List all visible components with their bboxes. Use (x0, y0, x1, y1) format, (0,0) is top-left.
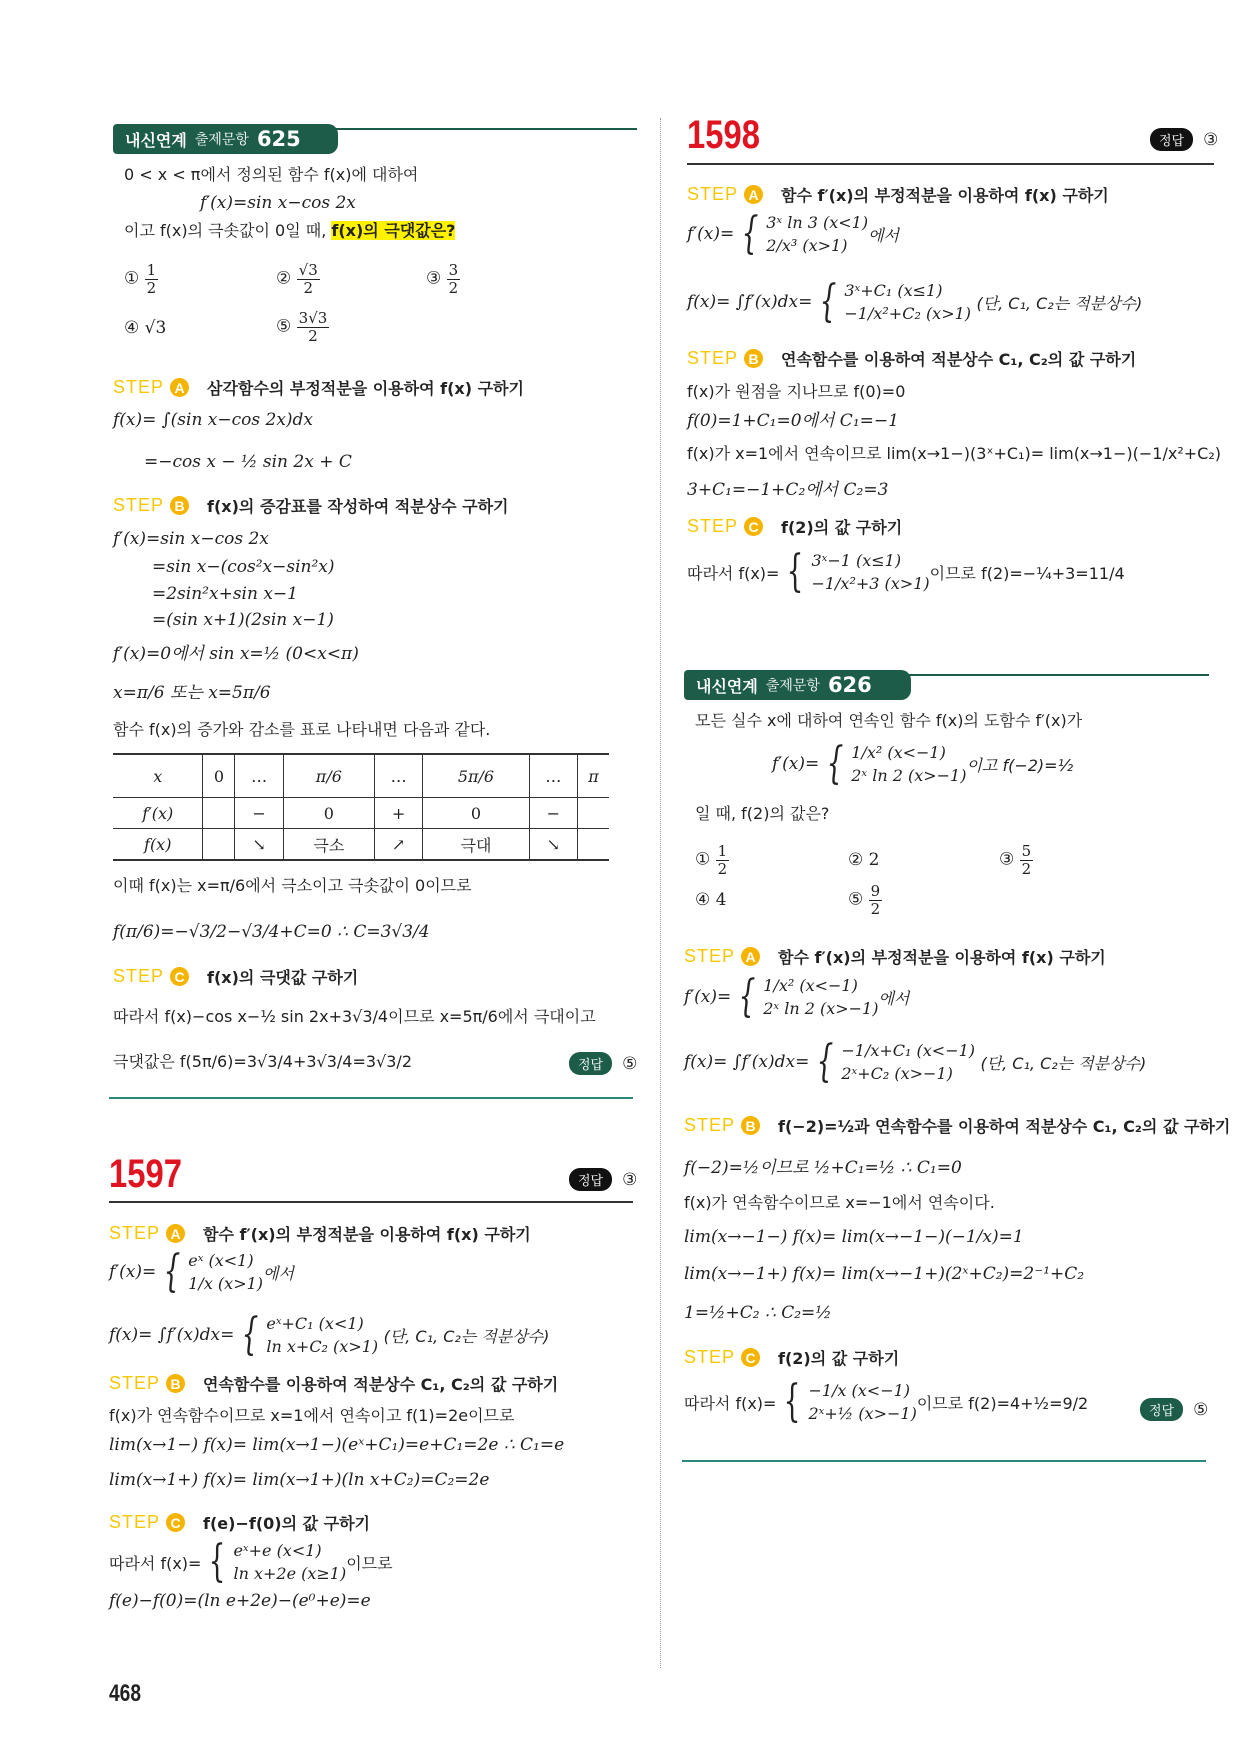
text-fragment: 2 (870, 899, 881, 918)
piecewise-final (109, 1536, 393, 1587)
table-cell: ↘ (529, 829, 577, 861)
piecewise-f (687, 276, 1143, 327)
step-letter-icon: B (170, 496, 189, 515)
math-line: =(sin x+1)(2sin x−1) (152, 610, 334, 630)
text-line: 이때 f(x)는 x=π/6에서 극소이고 극솟값이 0이므로 (113, 876, 472, 895)
step-a-heading (113, 376, 524, 399)
text-fragment: 이고 f(−2)=½ (966, 755, 1074, 775)
text-fragment: f′(x)= (109, 1262, 157, 1282)
text-fragment: f′(x)= (687, 224, 735, 244)
step-b-heading (687, 347, 1136, 370)
fraction (716, 843, 730, 877)
table-row (113, 798, 609, 829)
answer-value: ⑤ (622, 1053, 638, 1074)
math-line: =2sin²x+sin x−1 (152, 584, 298, 604)
text-fragment: f′(x)= (772, 754, 820, 774)
choice-2[interactable] (276, 262, 320, 296)
step-a-heading (687, 183, 1109, 206)
math-line: f(−2)=½이므로 ½+C₁=½ ∴ C₁=0 (684, 1158, 962, 1178)
answer-badge: 정답 (1150, 128, 1193, 151)
text-fragment: 에서 (878, 988, 910, 1008)
text-fragment: STEP (684, 946, 736, 966)
badge-number: 626 (827, 673, 872, 697)
text-fragment: 5 (1021, 842, 1032, 860)
problem-badge-625 (113, 124, 338, 154)
table-cell: + (374, 798, 422, 829)
brace-icon: { (826, 738, 844, 789)
text-fragment: 3ˣ+C₁ (x≤1) (844, 281, 943, 300)
text-fragment: STEP (687, 184, 739, 204)
answer-626 (1140, 1398, 1208, 1421)
text-fragment: f(x)의 극댓값 구하기 (207, 968, 359, 987)
text-fragment: 함수 f′(x)의 부정적분을 이용하여 f(x) 구하기 (781, 186, 1109, 205)
table-cell (578, 798, 609, 829)
math-line: 3+C₁=−1+C₂에서 C₂=3 (687, 480, 889, 500)
text-fragment (763, 976, 878, 1018)
text-fragment (841, 1041, 975, 1083)
piecewise-fprime (684, 971, 910, 1022)
step-letter-icon: A (166, 1224, 185, 1243)
text-fragment: eˣ (x<1) (188, 1251, 254, 1270)
table-cell: 0 (423, 798, 529, 829)
text-fragment (766, 213, 868, 255)
math-line: x=π/6 또는 x=5π/6 (113, 683, 271, 703)
text-fragment: 1 (146, 261, 157, 279)
answer-badge: 정답 (569, 1168, 612, 1191)
text-fragment: 따라서 f(x)= (687, 563, 780, 583)
text-fragment: f(e)−f(0)의 값 구하기 (203, 1514, 370, 1533)
text-fragment: STEP (684, 1115, 736, 1135)
badge-label: 내신연계 (125, 130, 187, 150)
choice-mark: ② (848, 850, 864, 870)
math-line: f(π/6)=−√3/2−√3/4+C=0 ∴ C=3√3/4 (113, 922, 430, 942)
table-cell: 극소 (283, 829, 374, 861)
choice-3[interactable] (999, 843, 1033, 877)
table-cell: 0 (203, 754, 235, 798)
choice-4[interactable] (695, 890, 726, 910)
text-fragment: 3 (448, 261, 459, 279)
text-fragment: 이므로 (346, 1553, 393, 1573)
math-line: 1=½+C₂ ∴ C₂=½ (684, 1303, 832, 1323)
fraction (447, 262, 461, 296)
text-line: f(x)가 연속함수이므로 x=−1에서 연속이다. (684, 1193, 995, 1212)
text-fragment: f(2)의 값 구하기 (781, 518, 903, 537)
header-rule (109, 1201, 633, 1203)
fraction (1020, 843, 1034, 877)
header-rule (687, 163, 1214, 165)
text-fragment: 1 (717, 842, 728, 860)
table-cell: π (578, 754, 609, 798)
choice-value: 4 (715, 890, 727, 910)
text-fragment: 2ˣ ln 2 (x>−1) (763, 999, 879, 1018)
text-fragment: 2 (448, 278, 459, 297)
piecewise-f (109, 1309, 550, 1360)
text-fragment: STEP (113, 495, 165, 515)
increase-decrease-table (113, 753, 609, 861)
badge-sub: 출제문항 (765, 678, 820, 694)
text-fragment: 이므로 f(2)=4+½=9/2 (916, 1393, 1089, 1413)
badge-label: 내신연계 (696, 676, 758, 696)
brace-icon: { (241, 1309, 259, 1360)
piecewise-problem (772, 738, 1074, 789)
step-a-heading (109, 1222, 531, 1245)
fraction (145, 262, 159, 296)
step-letter-icon: A (170, 378, 189, 397)
choice-value: √3 (144, 318, 167, 338)
section-separator (682, 1460, 1206, 1462)
choice-1[interactable] (124, 262, 158, 296)
step-letter-icon: B (166, 1374, 185, 1393)
problem-formula: f′(x)=sin x−cos 2x (200, 193, 356, 213)
text-fragment: 1/x (x>1) (188, 1274, 264, 1293)
text-fragment: f′(x)= (684, 987, 732, 1007)
choice-1[interactable] (695, 843, 729, 877)
brace-icon: { (819, 276, 837, 327)
choice-4[interactable] (124, 318, 166, 338)
table-cell: π/6 (283, 754, 374, 798)
choice-5[interactable] (276, 310, 329, 344)
problem-text: 0 < x < π에서 정의된 함수 f(x)에 대하여 (124, 165, 419, 184)
answer-625 (569, 1052, 637, 1075)
text-fragment: 2ˣ+½ (x>−1) (808, 1404, 917, 1423)
text-fragment: f(x)= ∫f′(x)dx= (687, 292, 813, 312)
text-fragment: ln x+2e (x≥1) (233, 1564, 347, 1583)
text-fragment: −1/x²+3 (x>1) (811, 574, 930, 593)
text-fragment: 2/x³ (x>1) (766, 236, 848, 255)
text-fragment: 1/x² (x<−1) (851, 743, 946, 762)
text-fragment: 1/x² (x<−1) (763, 976, 858, 995)
math-line: lim(x→−1+) f(x)= lim(x→−1+)(2ˣ+C₂)=2⁻¹+C₂ (684, 1264, 1085, 1284)
column-divider (660, 118, 661, 1668)
text-line: 극댓값은 f(5π/6)=3√3/4+3√3/4=3√3/2 (113, 1052, 413, 1071)
table-cell: f′(x) (113, 798, 203, 829)
table-cell: 극대 (423, 829, 529, 861)
brace-icon: { (163, 1246, 181, 1297)
choice-mark: ④ (695, 890, 711, 910)
text-fragment: 따라서 f(x)= (109, 1553, 202, 1573)
text-fragment: STEP (113, 377, 165, 397)
text-fragment: 2ˣ ln 2 (x>−1) (851, 766, 967, 785)
answer-value: ③ (1203, 129, 1219, 150)
step-b-heading (684, 1114, 1230, 1137)
table-cell (203, 829, 235, 861)
step-c-heading (113, 965, 358, 988)
header-rule (905, 674, 1209, 676)
math-line: lim(x→−1−) f(x)= lim(x→−1−)(−1/x)=1 (684, 1227, 1024, 1247)
problem-text: 모든 실수 x에 대하여 연속인 함수 f(x)의 도함수 f′(x)가 (695, 711, 1083, 730)
math-line: f(e)−f(0)=(ln e+2e)−(e⁰+e)=e (109, 1591, 371, 1611)
answer-badge: 정답 (569, 1052, 612, 1075)
page-number: 468 (109, 1680, 142, 1707)
piecewise-final (684, 1376, 1089, 1427)
table-cell: − (235, 798, 283, 829)
step-letter-icon: B (744, 349, 763, 368)
choice-mark: ⑤ (276, 316, 292, 337)
problem-badge-626 (684, 670, 911, 700)
text-fragment: 삼각함수의 부정적분을 이용하여 f(x) 구하기 (207, 379, 524, 398)
text-fragment: 2 (1021, 859, 1032, 878)
text-fragment: (단, C₁, C₂는 적분상수) (976, 293, 1143, 313)
brace-icon: { (209, 1536, 226, 1587)
choice-5[interactable] (848, 883, 882, 917)
step-letter-icon: C (744, 517, 763, 536)
step-letter-icon: A (741, 947, 760, 966)
problem-question: 일 때, f(2)의 값은? (695, 804, 830, 823)
text-fragment: 연속함수를 이용하여 적분상수 C₁, C₂의 값 구하기 (203, 1375, 559, 1394)
choice-3[interactable] (426, 262, 460, 296)
math-line: f(0)=1+C₁=0에서 C₁=−1 (687, 411, 899, 431)
text-fragment: STEP (113, 966, 165, 986)
piecewise-final (687, 546, 1125, 597)
step-letter-icon: B (741, 1116, 760, 1135)
text-fragment: f(x)의 증감표를 작성하여 적분상수 구하기 (207, 497, 509, 516)
table-cell: − (529, 798, 577, 829)
question-highlight: f(x)의 극댓값은? (331, 221, 456, 240)
text-fragment (851, 743, 966, 785)
choice-mark: ③ (426, 268, 442, 289)
text-fragment: 2 (303, 278, 313, 297)
piecewise-fprime (109, 1246, 294, 1297)
math-line: =sin x−(cos²x−sin²x) (152, 557, 335, 577)
table-cell: f(x) (113, 829, 203, 861)
text-fragment: f(x)= ∫f′(x)dx= (684, 1052, 810, 1072)
text-fragment (266, 1314, 378, 1356)
text-fragment: (단, C₁, C₂는 적분상수) (980, 1053, 1147, 1073)
step-c-heading (684, 1346, 899, 1369)
choice-mark: ① (124, 268, 140, 289)
text-fragment (844, 281, 971, 323)
choice-mark: ⑤ (848, 889, 864, 910)
choice-mark: ③ (999, 849, 1015, 870)
piecewise-fprime (687, 208, 899, 259)
piecewise-f (684, 1036, 1147, 1087)
table-cell: … (529, 754, 577, 798)
text-fragment: 2 (146, 278, 157, 297)
text-fragment: 2ˣ+C₂ (x>−1) (841, 1064, 953, 1083)
text-fragment: f(2)의 값 구하기 (778, 1349, 900, 1368)
brace-icon: { (816, 1036, 834, 1087)
brace-icon: { (787, 546, 804, 597)
header-rule (300, 128, 637, 130)
fraction (869, 883, 883, 917)
problem-number: 1598 (687, 113, 760, 157)
step-a-heading (684, 945, 1106, 968)
math-line: f′(x)=sin x−cos 2x (113, 529, 269, 549)
text-fragment: 3√3 (298, 309, 328, 327)
text-fragment: STEP (687, 516, 739, 536)
answer-value: ③ (622, 1169, 638, 1190)
step-letter-icon: C (170, 967, 189, 986)
badge-number: 625 (256, 127, 301, 151)
answer-1598 (1150, 128, 1218, 151)
table-row (113, 829, 609, 861)
text-fragment: 이므로 f(2)=−¼+3=11/4 (929, 563, 1125, 583)
brace-icon: { (738, 971, 756, 1022)
text-fragment: STEP (109, 1223, 161, 1243)
step-c-heading (687, 515, 902, 538)
problem-number: 1597 (109, 1152, 182, 1196)
table-cell: … (235, 754, 283, 798)
table-cell: ↘ (235, 829, 283, 861)
text-fragment: STEP (109, 1512, 161, 1532)
text-fragment: 3ˣ ln 3 (x<1) (766, 213, 869, 232)
math-line: lim(x→1+) f(x)= lim(x→1+)(ln x+C₂)=C₂=2e (109, 1470, 490, 1490)
math-line: =−cos x − ½ sin 2x + C (144, 452, 352, 472)
text-fragment: 연속함수를 이용하여 적분상수 C₁, C₂의 값 구하기 (781, 350, 1137, 369)
question-text: 이고 f(x)의 극솟값이 0일 때, (124, 221, 332, 240)
answer-badge: 정답 (1140, 1398, 1183, 1421)
answer-value: ⑤ (1193, 1399, 1209, 1420)
text-fragment: STEP (687, 348, 739, 368)
text-fragment: 따라서 f(x)= (684, 1393, 777, 1413)
text-fragment: 에서 (868, 225, 899, 245)
text-fragment: STEP (684, 1347, 736, 1367)
choice-mark: ② (276, 268, 292, 289)
text-fragment: STEP (109, 1373, 161, 1393)
text-fragment: 함수 f′(x)의 부정적분을 이용하여 f(x) 구하기 (778, 948, 1106, 967)
text-fragment: −1/x (x<−1) (808, 1381, 911, 1400)
brace-icon: { (784, 1376, 801, 1427)
step-b-heading (109, 1372, 558, 1395)
text-fragment (188, 1251, 263, 1293)
text-fragment (811, 551, 929, 593)
text-fragment (808, 1381, 916, 1423)
text-fragment: ln x+C₂ (x>1) (266, 1337, 379, 1356)
choice-2[interactable] (848, 850, 879, 870)
fraction (297, 262, 320, 296)
text-fragment: 에서 (263, 1263, 294, 1283)
table-cell: 5π/6 (423, 754, 529, 798)
section-separator (109, 1097, 633, 1099)
text-fragment: √3 (298, 261, 318, 279)
text-fragment: f(−2)=½과 연속함수를 이용하여 적분상수 C₁, C₂의 값 구하기 (778, 1117, 1231, 1136)
step-letter-icon: A (744, 185, 763, 204)
choice-mark: ① (695, 849, 711, 870)
math-line: f(x)= ∫(sin x−cos 2x)dx (113, 410, 314, 430)
text-fragment: eˣ+C₁ (x<1) (266, 1314, 364, 1333)
table-cell (203, 798, 235, 829)
text-line: 함수 f(x)의 증가와 감소를 표로 나타내면 다음과 같다. (113, 720, 491, 739)
text-fragment: −1/x+C₁ (x<−1) (841, 1041, 976, 1060)
step-letter-icon: C (166, 1513, 185, 1532)
text-fragment (113, 754, 609, 860)
table-cell: ↗ (374, 829, 422, 861)
table-cell: x (113, 754, 203, 798)
text-fragment: 2 (308, 326, 318, 345)
math-line: f′(x)=0에서 sin x=½ (0<x<π) (113, 644, 359, 664)
text-fragment: f(x)= ∫f′(x)dx= (109, 1325, 235, 1345)
text-fragment: (단, C₁, C₂는 적분상수) (383, 1326, 550, 1346)
table-cell: … (374, 754, 422, 798)
step-c-heading (109, 1511, 370, 1534)
badge-sub: 출제문항 (194, 132, 249, 148)
math-line: lim(x→1−) f(x)= lim(x→1−)(eˣ+C₁)=e+C₁=2e ∴ C₁=e (109, 1435, 565, 1455)
text-fragment: 3ˣ−1 (x≤1) (811, 551, 902, 570)
table-cell: 0 (283, 798, 374, 829)
step-letter-icon: C (741, 1348, 760, 1367)
brace-icon: { (741, 208, 759, 259)
choice-value: 2 (868, 850, 880, 870)
fraction (297, 310, 330, 344)
text-line: f(x)가 x=1에서 연속이므로 lim(x→1−)(3ˣ+C₁)= lim(x→1−)(−1/x²+C₂) (687, 444, 1221, 463)
text-line: f(x)가 원점을 지나므로 f(0)=0 (687, 382, 906, 401)
step-b-heading (113, 494, 509, 517)
problem-question (124, 221, 455, 240)
text-line: f(x)가 연속함수이므로 x=1에서 연속이고 f(1)=2e이므로 (109, 1406, 515, 1425)
text-fragment: 2 (717, 859, 728, 878)
text-fragment: 9 (870, 882, 881, 900)
text-fragment: 함수 f′(x)의 부정적분을 이용하여 f(x) 구하기 (203, 1225, 531, 1244)
table-cell (578, 829, 609, 861)
text-fragment: −1/x²+C₂ (x>1) (844, 304, 972, 323)
text-line: 따라서 f(x)−cos x−½ sin 2x+3√3/4이므로 x=5π/6에서 극대이고 (113, 1007, 596, 1026)
text-fragment: eˣ+e (x<1) (233, 1541, 322, 1560)
table-header-row (113, 754, 609, 798)
choice-mark: ④ (124, 318, 140, 338)
text-fragment (233, 1541, 346, 1583)
answer-1597 (569, 1168, 637, 1191)
